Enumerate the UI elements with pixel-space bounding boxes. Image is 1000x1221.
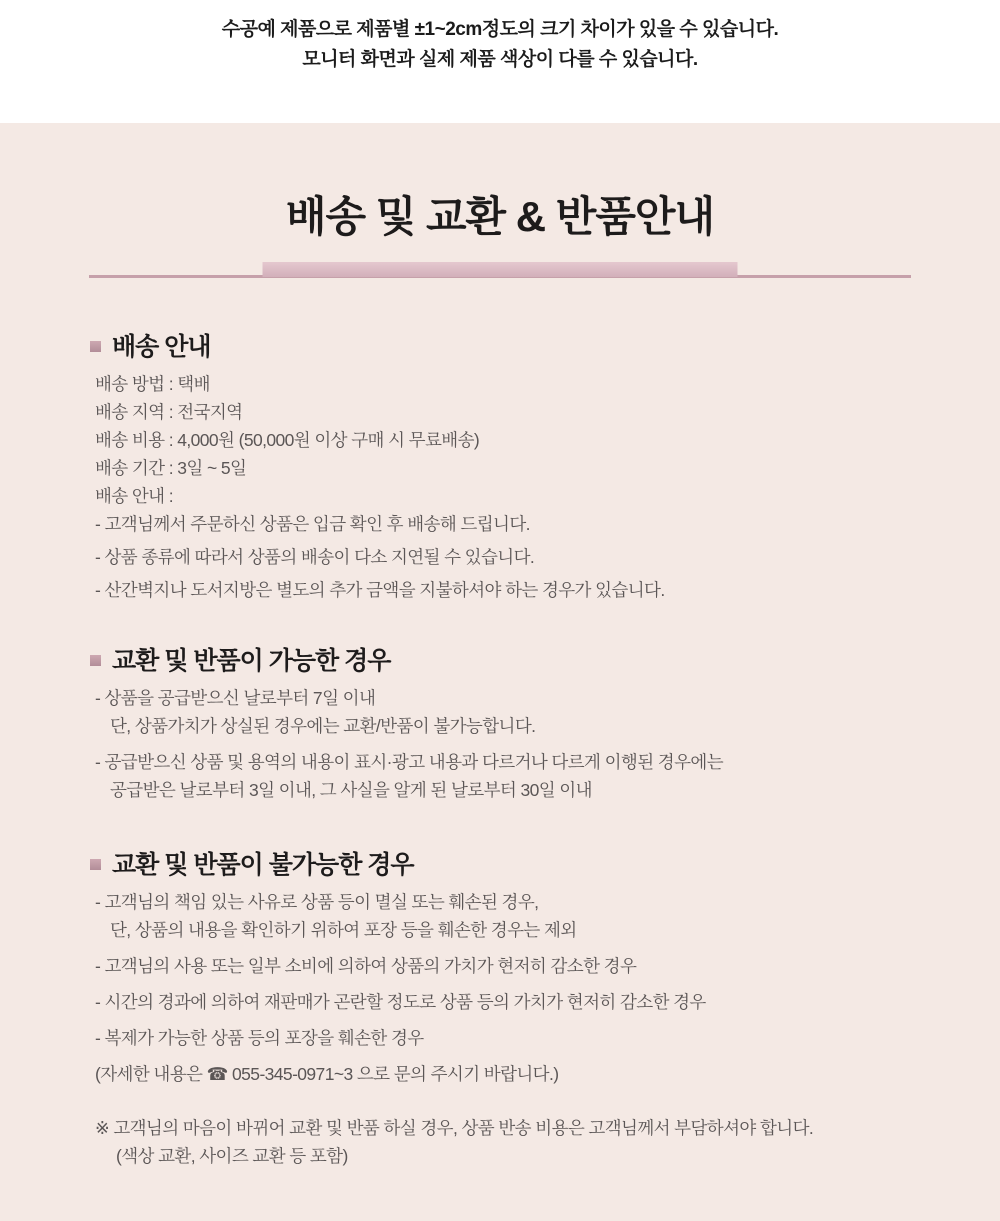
shipping-note-item: - 상품 종류에 따라서 상품의 배송이 다소 지연될 수 있습니다.	[95, 547, 535, 567]
shipping-note-item: - 고객님께서 주문하신 상품은 입금 확인 후 배송해 드립니다.	[95, 514, 530, 534]
shipping-region-line: 배송 지역 : 전국지역	[95, 402, 243, 422]
section-shipping-info	[90, 332, 940, 604]
shipping-notes-label: 배송 안내 :	[95, 486, 174, 506]
panel-content	[90, 332, 940, 1170]
contact-phone-note: (자세한 내용은 ☎ 055-345-0971~3 으로 문의 주시기 바랍니다.)	[95, 1064, 559, 1084]
section-heading-label: 교환 및 반품이 불가능한 경우	[112, 851, 414, 879]
shipping-method-line: 배송 방법 : 택배	[95, 374, 210, 394]
shipping-period-line: 배송 기간 : 3일 ~ 5일	[95, 458, 247, 478]
product-notice	[0, 0, 1000, 123]
square-bullet-icon	[90, 655, 101, 666]
footnote-line: ※ 고객님의 마음이 바뀌어 교환 및 반품 하실 경우, 상품 반송 비용은 고객님께서 부담하셔야 합니다.	[95, 1118, 814, 1138]
exchange-no-item: - 복제가 가능한 상품 등의 포장을 훼손한 경우	[95, 1028, 424, 1048]
section-heading-exchange-possible	[90, 646, 940, 676]
section-exchange-impossible	[90, 850, 940, 1088]
exchange-ok-item: - 공급받으신 상품 및 용역의 내용이 표시·광고 내용과 다르거나 다르게 이행된 경우에는	[95, 752, 724, 772]
exchange-ok-item: - 상품을 공급받으신 날로부터 7일 이내	[95, 688, 376, 708]
exchange-no-item: - 고객님의 책임 있는 사유로 상품 등이 멸실 또는 훼손된 경우,	[95, 892, 539, 912]
square-bullet-icon	[90, 341, 101, 352]
square-bullet-icon	[90, 859, 101, 870]
return-cost-footnote	[90, 1114, 940, 1170]
section-heading-shipping	[90, 332, 940, 362]
section-exchange-possible	[90, 646, 940, 804]
shipping-return-panel	[0, 123, 1000, 1221]
section-heading-label: 교환 및 반품이 가능한 경우	[112, 647, 391, 675]
title-underline-bar	[263, 262, 738, 277]
section-heading-exchange-impossible	[90, 850, 940, 880]
notice-line-size: 수공예 제품으로 제품별 ±1~2cm정도의 크기 차이가 있을 수 있습니다.	[221, 19, 779, 40]
shipping-note-item: - 산간벽지나 도서지방은 별도의 추가 금액을 지불하셔야 하는 경우가 있습니다.	[95, 580, 665, 600]
exchange-ok-item-continued: 공급받은 날로부터 3일 이내, 그 사실을 알게 된 날로부터 30일 이내	[110, 780, 592, 800]
notice-line-color: 모니터 화면과 실제 제품 색상이 다를 수 있습니다.	[302, 49, 698, 70]
exchange-ok-item-continued: 단, 상품가치가 상실된 경우에는 교환/반품이 불가능합니다.	[110, 716, 536, 736]
section-heading-label: 배송 안내	[112, 333, 211, 361]
exchange-no-item: - 고객님의 사용 또는 일부 소비에 의하여 상품의 가치가 현저히 감소한 경우	[95, 956, 637, 976]
page-title: 배송 및 교환 & 반품안내	[285, 193, 715, 240]
exchange-no-item: - 시간의 경과에 의하여 재판매가 곤란할 정도로 상품 등의 가치가 현저히 감소한 경우	[95, 992, 706, 1012]
exchange-no-item-continued: 단, 상품의 내용을 확인하기 위하여 포장 등을 훼손한 경우는 제외	[110, 920, 577, 940]
title-underline	[0, 262, 1000, 280]
footnote-line-continued: (색상 교환, 사이즈 교환 등 포함)	[116, 1146, 348, 1166]
shipping-cost-line: 배송 비용 : 4,000원 (50,000원 이상 구매 시 무료배송)	[95, 430, 480, 450]
